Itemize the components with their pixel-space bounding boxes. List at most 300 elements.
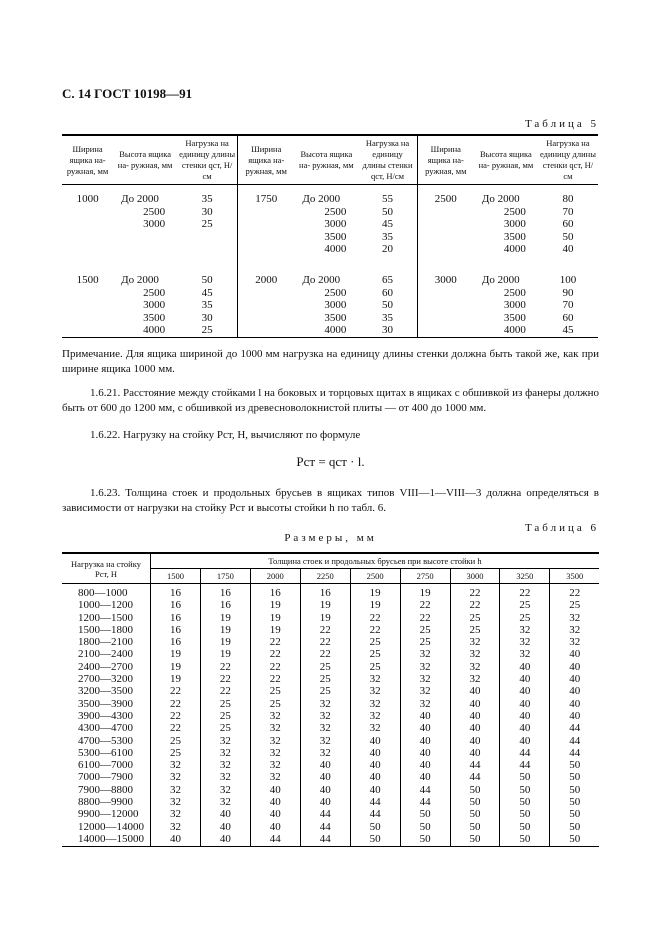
t6-thickness-cell: 32 — [300, 698, 350, 710]
t5-height-value: 2500 — [324, 286, 347, 299]
t5-height-value: До 2000 — [302, 273, 341, 286]
t6-thickness-cell: 22 — [200, 661, 250, 673]
t5-height-value: 3000 — [503, 218, 526, 231]
table-row — [62, 796, 599, 808]
t5-width-cell: 1500 — [62, 256, 113, 337]
t6-thickness-cell: 19 — [200, 624, 250, 636]
t6-thickness-cell: 19 — [200, 612, 250, 624]
t5-height-value: 3500 — [503, 311, 526, 324]
t6-thickness-cell: 32 — [450, 636, 500, 648]
t6-thickness-cell: 50 — [350, 833, 400, 847]
t6-thickness-cell: 32 — [300, 722, 350, 734]
t6-thickness-cell: 32 — [569, 611, 581, 624]
t6-thickness-cell: 16 — [300, 584, 350, 600]
t6-load-cell: 14000—15000 — [62, 833, 151, 847]
table6-subtitle: Размеры, мм — [284, 532, 377, 544]
t6-thickness-cell: 32 — [569, 623, 581, 636]
t6-load-cell: 2400—2700 — [62, 661, 151, 673]
t5-load-value: 90 — [562, 286, 574, 299]
t5-height-value: 3000 — [324, 218, 347, 231]
t6-thickness-cell: 32 — [300, 735, 350, 747]
table-row — [62, 747, 599, 759]
t6-thickness-cell: 40 — [400, 722, 450, 734]
t6-thickness-cell: 25 — [450, 612, 500, 624]
t6-thickness-cell: 40 — [400, 759, 450, 771]
t6-thickness-cell: 32 — [450, 673, 500, 685]
t6-thickness-cell: 50 — [569, 808, 581, 821]
table-row — [62, 821, 599, 833]
t6-thickness-cell: 40 — [250, 784, 300, 796]
table-row — [62, 584, 599, 600]
t6-load-cell: 1200—1500 — [62, 612, 151, 624]
t6-thickness-cell: 19 — [200, 636, 250, 648]
t5-height-value: 3500 — [324, 311, 347, 324]
page-header: С. 14 ГОСТ 10198—91 — [62, 86, 193, 101]
t6-load-cell: 3500—3900 — [62, 698, 151, 710]
t5-load-value: 45 — [562, 324, 574, 337]
t5-height-value: 3000 — [143, 299, 166, 312]
t6-thickness-cell: 25 — [300, 673, 350, 685]
t6-thickness-cell: 22 — [400, 612, 450, 624]
t6-thickness-cell: 44 — [250, 833, 300, 847]
table-row — [62, 784, 599, 796]
t6-thickness-cell: 50 — [569, 759, 581, 772]
t6-thickness-cell: 50 — [569, 771, 581, 784]
t6-thickness-cell: 40 — [569, 697, 581, 710]
t6-height-header: 2250 — [300, 569, 350, 584]
t5-load-value: 30 — [201, 311, 213, 324]
t6-thickness-cell: 44 — [300, 833, 350, 847]
t6-thickness-cell: 16 — [151, 624, 201, 636]
t6-head-load: Нагрузка на стойку Pст, Н — [62, 553, 151, 584]
t6-thickness-cell: 40 — [569, 673, 581, 686]
t6-thickness-cell: 40 — [350, 771, 400, 783]
t5-load-value: 100 — [559, 273, 577, 286]
t6-thickness-cell: 32 — [500, 624, 550, 636]
t6-thickness-cell: 19 — [300, 599, 350, 611]
t6-thickness-cell: 40 — [400, 735, 450, 747]
t6-thickness-cell: 40 — [569, 685, 581, 698]
t6-height-header: 3000 — [450, 569, 500, 584]
table-row — [62, 808, 599, 820]
table6-caption: Таблица 6 — [524, 522, 599, 534]
t6-thickness-cell: 50 — [450, 833, 500, 847]
t5-load-value: 55 — [382, 193, 393, 205]
t5-loads-cell — [358, 256, 417, 337]
t5-load-value: 50 — [201, 273, 213, 286]
t6-thickness-cell: 25 — [200, 722, 250, 734]
t5-load-value: 60 — [562, 311, 574, 324]
t6-thickness-cell: 22 — [151, 698, 201, 710]
t5-load-value: 25 — [201, 324, 213, 337]
t6-thickness-cell: 25 — [300, 685, 350, 697]
t5-width-cell: 2500 — [434, 193, 457, 205]
t6-thickness-cell: 19 — [300, 612, 350, 624]
t6-load-cell: 3900—4300 — [62, 710, 151, 722]
t6-load-cell: 7000—7900 — [62, 771, 151, 783]
t5-load-value: 60 — [562, 218, 574, 231]
t6-thickness-cell: 40 — [450, 722, 500, 734]
t6-thickness-cell: 25 — [569, 599, 581, 612]
t6-load-cell: 6100—7000 — [62, 759, 151, 771]
table-row — [62, 673, 599, 685]
t6-thickness-cell: 22 — [300, 636, 350, 648]
t6-thickness-cell: 22 — [400, 599, 450, 611]
t6-thickness-cell: 40 — [400, 710, 450, 722]
t6-thickness-cell: 32 — [200, 747, 250, 759]
table-row — [62, 698, 599, 710]
t6-thickness-cell: 40 — [350, 784, 400, 796]
t6-thickness-cell: 50 — [500, 796, 550, 808]
t6-thickness-cell: 19 — [350, 599, 400, 611]
t6-thickness-cell: 32 — [300, 710, 350, 722]
t6-thickness-cell: 22 — [250, 636, 300, 648]
t5-height-value: 2500 — [143, 205, 166, 218]
t6-thickness-cell: 40 — [250, 821, 300, 833]
table5-body — [62, 185, 598, 338]
t5-load-value: 30 — [382, 324, 393, 337]
t6-thickness-cell: 50 — [500, 833, 550, 847]
t6-thickness-cell: 32 — [151, 796, 201, 808]
t6-thickness-cell: 32 — [400, 698, 450, 710]
t6-thickness-cell: 50 — [569, 796, 581, 809]
t6-thickness-cell: 50 — [500, 821, 550, 833]
t5-height-value: До 2000 — [121, 193, 159, 205]
t5-height-value: 4000 — [503, 324, 526, 337]
t6-thickness-cell: 40 — [200, 821, 250, 833]
t6-thickness-cell: 16 — [151, 636, 201, 648]
t5-load-value: 50 — [382, 299, 393, 312]
t6-thickness-cell: 32 — [250, 759, 300, 771]
t6-thickness-cell: 22 — [500, 584, 550, 600]
t6-thickness-cell: 25 — [400, 624, 450, 636]
t6-thickness-cell: 22 — [450, 599, 500, 611]
t6-thickness-cell: 32 — [200, 796, 250, 808]
t5-height-value: До 2000 — [121, 273, 159, 286]
t6-thickness-cell: 22 — [350, 612, 400, 624]
t6-thickness-cell: 32 — [250, 771, 300, 783]
t6-thickness-cell: 40 — [569, 709, 581, 722]
table-row — [62, 661, 599, 673]
t6-thickness-cell: 32 — [151, 821, 201, 833]
t6-height-header: 1500 — [151, 569, 201, 584]
t6-thickness-cell: 25 — [350, 648, 400, 660]
t6-thickness-cell: 50 — [450, 784, 500, 796]
t5-height-value: 3000 — [503, 299, 526, 312]
t5-loads-cell — [538, 185, 598, 256]
t5-heights-cell — [474, 256, 538, 337]
t6-thickness-cell: 32 — [400, 648, 450, 660]
t5-head-height-3: Высота ящика на- ружная, мм — [474, 135, 538, 185]
t6-height-header: 3250 — [500, 569, 550, 584]
t6-thickness-cell: 22 — [200, 685, 250, 697]
t6-thickness-cell: 40 — [300, 784, 350, 796]
t5-head-width-2: Ширина ящика на- ружная, мм — [238, 135, 295, 185]
t6-thickness-cell: 50 — [450, 821, 500, 833]
t6-thickness-cell: 25 — [200, 710, 250, 722]
t6-thickness-cell: 40 — [200, 808, 250, 820]
t6-thickness-cell: 22 — [350, 624, 400, 636]
t6-thickness-cell: 50 — [450, 796, 500, 808]
table-6 — [62, 552, 599, 847]
t5-group-row — [62, 185, 598, 256]
t6-thickness-cell: 50 — [500, 808, 550, 820]
t6-thickness-cell: 40 — [350, 747, 400, 759]
t6-thickness-cell: 40 — [400, 771, 450, 783]
t6-load-cell: 1000—1200 — [62, 599, 151, 611]
t6-thickness-cell: 19 — [151, 673, 201, 685]
table-row — [62, 771, 599, 783]
t6-thickness-cell: 50 — [400, 808, 450, 820]
t6-thickness-cell: 40 — [450, 698, 500, 710]
t6-thickness-cell: 32 — [450, 648, 500, 660]
t5-width-cell: 1000 — [76, 193, 99, 205]
t5-load-value: 25 — [201, 218, 213, 231]
t6-thickness-cell: 40 — [350, 759, 400, 771]
t5-load-value: 50 — [382, 205, 393, 218]
t6-thickness-cell: 40 — [350, 735, 400, 747]
t6-head-span: Толщина стоек и продольных брусьев при высоте стойки h — [151, 553, 600, 569]
t6-thickness-cell: 40 — [200, 833, 250, 847]
t6-thickness-cell: 44 — [300, 821, 350, 833]
t6-thickness-cell: 22 — [250, 673, 300, 685]
t5-heights-cell — [113, 256, 177, 337]
t5-width-cell: 1750 — [255, 193, 278, 205]
t5-width-cell: 3000 — [417, 256, 474, 337]
t6-load-cell: 4700—5300 — [62, 735, 151, 747]
t5-load-value: 35 — [382, 230, 393, 243]
t6-thickness-cell: 50 — [500, 771, 550, 783]
t6-thickness-cell: 22 — [300, 624, 350, 636]
t6-load-cell: 3200—3500 — [62, 685, 151, 697]
t6-thickness-cell: 32 — [200, 784, 250, 796]
t6-thickness-cell: 32 — [250, 747, 300, 759]
t6-thickness-cell: 50 — [569, 820, 581, 833]
t6-thickness-cell: 19 — [250, 612, 300, 624]
t5-load-value: 70 — [562, 299, 574, 312]
t6-thickness-cell: 32 — [151, 784, 201, 796]
paragraph-1-6-23: 1.6.23. Толщина стоек и продольных брусьев в ящиках типов VIII—1—VIII—3 должна определяться в зависимости от нагрузки на стойку Pст и высоты стойки h по табл. 6. — [62, 487, 599, 514]
t5-height-value: 4000 — [324, 243, 347, 256]
t6-thickness-cell: 19 — [200, 648, 250, 660]
t6-thickness-cell: 40 — [569, 648, 581, 661]
t6-thickness-cell: 40 — [500, 661, 550, 673]
table5-note: Примечание. Для ящика шириной до 1000 мм нагрузка на единицу длины стенки должна быть такой же, как при ширине ящика 1000 мм. — [62, 348, 599, 375]
t5-heights-cell — [113, 185, 177, 256]
t6-thickness-cell: 19 — [151, 648, 201, 660]
t5-height-value: 3000 — [324, 299, 347, 312]
t6-thickness-cell: 16 — [151, 612, 201, 624]
t6-thickness-cell: 44 — [569, 722, 581, 735]
t6-load-cell: 2700—3200 — [62, 673, 151, 685]
t6-thickness-cell: 22 — [200, 673, 250, 685]
t6-thickness-cell: 32 — [500, 636, 550, 648]
t5-height-value: 3500 — [143, 311, 166, 324]
t6-thickness-cell: 50 — [569, 783, 581, 796]
t5-load-value: 35 — [201, 299, 213, 312]
t6-thickness-cell: 32 — [200, 735, 250, 747]
t6-thickness-cell: 25 — [151, 747, 201, 759]
t6-thickness-cell: 32 — [350, 673, 400, 685]
t6-thickness-cell: 32 — [500, 648, 550, 660]
t5-height-value: До 2000 — [481, 193, 520, 205]
table-row — [62, 636, 599, 648]
t5-height-value: 3500 — [503, 230, 526, 243]
t5-load-value: 35 — [201, 193, 213, 205]
table-row — [62, 735, 599, 747]
t6-thickness-cell: 16 — [250, 584, 300, 600]
t5-load-value: 40 — [562, 243, 574, 256]
t6-thickness-cell: 16 — [151, 584, 201, 600]
t6-thickness-cell: 40 — [500, 698, 550, 710]
t6-thickness-cell: 22 — [300, 648, 350, 660]
t6-thickness-cell: 32 — [350, 710, 400, 722]
t6-thickness-cell: 16 — [151, 599, 201, 611]
t6-load-cell: 7900—8800 — [62, 784, 151, 796]
t6-thickness-cell: 32 — [250, 710, 300, 722]
t6-thickness-cell: 40 — [450, 685, 500, 697]
table-row — [62, 624, 599, 636]
t6-thickness-cell: 32 — [400, 673, 450, 685]
t5-height-value: 4000 — [503, 243, 526, 256]
t6-height-header: 2750 — [400, 569, 450, 584]
t6-thickness-cell: 25 — [450, 624, 500, 636]
t6-thickness-cell: 44 — [500, 759, 550, 771]
t5-head-load-1: Нагрузка на единицу длины стенки qст, Н/см — [177, 135, 238, 185]
t5-height-value: 3000 — [143, 218, 166, 231]
t6-height-header: 1750 — [200, 569, 250, 584]
t6-thickness-cell: 22 — [569, 587, 581, 599]
t6-thickness-cell: 50 — [400, 821, 450, 833]
t6-height-header: 2000 — [250, 569, 300, 584]
t6-thickness-cell: 40 — [450, 735, 500, 747]
table-row — [62, 833, 599, 847]
t6-thickness-cell: 32 — [151, 808, 201, 820]
t6-thickness-cell: 44 — [300, 808, 350, 820]
t5-height-value: 2500 — [503, 205, 526, 218]
t6-thickness-cell: 32 — [300, 747, 350, 759]
table-row — [62, 612, 599, 624]
t6-thickness-cell: 32 — [400, 661, 450, 673]
t6-thickness-cell: 25 — [300, 661, 350, 673]
t6-thickness-cell: 40 — [300, 771, 350, 783]
t6-thickness-cell: 50 — [450, 808, 500, 820]
t6-load-cell: 2100—2400 — [62, 648, 151, 660]
t5-height-value: 2500 — [143, 286, 166, 299]
t5-heights-cell — [294, 185, 358, 256]
t6-thickness-cell: 25 — [350, 661, 400, 673]
t6-thickness-cell: 32 — [350, 698, 400, 710]
t6-thickness-cell: 25 — [500, 612, 550, 624]
t6-load-cell: 1800—2100 — [62, 636, 151, 648]
t5-loads-cell — [177, 256, 238, 337]
t5-height-value: 4000 — [143, 324, 166, 337]
t5-height-value: До 2000 — [302, 193, 341, 205]
t5-load-value: 35 — [382, 311, 393, 324]
t5-load-value: 45 — [382, 218, 393, 231]
t5-head-load-2: Нагрузка на единицу длины стенки qст, Н/см — [358, 135, 417, 185]
paragraph-1-6-22: 1.6.22. Нагрузку на стойку Pст, Н, вычисляют по формуле — [90, 429, 361, 441]
t6-load-cell: 800—1000 — [62, 584, 151, 600]
t6-thickness-cell: 40 — [500, 685, 550, 697]
t5-height-value: 2500 — [324, 205, 347, 218]
table-row — [62, 685, 599, 697]
t6-thickness-cell: 44 — [350, 808, 400, 820]
t6-thickness-cell: 25 — [250, 685, 300, 697]
t6-thickness-cell: 25 — [200, 698, 250, 710]
t6-thickness-cell: 22 — [250, 661, 300, 673]
t5-load-value: 50 — [562, 230, 574, 243]
t5-head-width-1: Ширина ящика на- ружная, мм — [62, 135, 113, 185]
t5-height-value: До 2000 — [481, 273, 520, 286]
t6-height-header: 3500 — [550, 569, 599, 584]
t6-thickness-cell: 40 — [250, 796, 300, 808]
t6-thickness-cell: 44 — [500, 747, 550, 759]
t6-height-header: 2500 — [350, 569, 400, 584]
t6-thickness-cell: 32 — [450, 661, 500, 673]
table-row — [62, 710, 599, 722]
t5-load-value: 45 — [201, 286, 213, 299]
t6-thickness-cell: 40 — [500, 710, 550, 722]
t5-head-width-3: Ширина ящика на- ружная, мм — [417, 135, 474, 185]
t6-load-cell: 1500—1800 — [62, 624, 151, 636]
t6-thickness-cell: 19 — [151, 661, 201, 673]
t6-thickness-cell: 44 — [450, 771, 500, 783]
t5-loads-cell — [177, 185, 238, 256]
t6-thickness-cell: 40 — [300, 796, 350, 808]
t5-loads-cell — [538, 256, 598, 337]
t6-load-cell: 8800—9900 — [62, 796, 151, 808]
table-row — [62, 759, 599, 771]
t6-thickness-cell: 22 — [450, 584, 500, 600]
t5-load-value: 60 — [382, 286, 393, 299]
t6-thickness-cell: 32 — [151, 759, 201, 771]
t5-load-value: 30 — [201, 205, 213, 218]
t6-thickness-cell: 25 — [350, 636, 400, 648]
t6-thickness-cell: 44 — [569, 734, 581, 747]
t6-thickness-cell: 50 — [350, 821, 400, 833]
t6-thickness-cell: 16 — [200, 584, 250, 600]
t6-thickness-cell: 32 — [200, 759, 250, 771]
t6-thickness-cell: 40 — [569, 660, 581, 673]
t6-thickness-cell: 25 — [250, 698, 300, 710]
t5-loads-cell — [358, 185, 417, 256]
t6-thickness-cell: 32 — [569, 636, 581, 649]
t6-thickness-cell: 40 — [450, 710, 500, 722]
t6-thickness-cell: 22 — [250, 648, 300, 660]
t6-thickness-cell: 25 — [151, 735, 201, 747]
t6-thickness-cell: 44 — [569, 746, 581, 759]
t6-load-cell: 12000—14000 — [62, 821, 151, 833]
t6-thickness-cell: 50 — [500, 784, 550, 796]
paragraph-1-6-21: 1.6.21. Расстояние между стойками l на боковых и торцовых щитах в ящиках с обшивкой из фанеры должно быть от 600 до 1200 мм, с обшивкой из древесноволокнистой плиты — от 400 до 1000 мм. — [62, 387, 599, 414]
t5-height-value: 2500 — [503, 286, 526, 299]
t6-thickness-cell: 32 — [200, 771, 250, 783]
t6-thickness-cell: 44 — [450, 759, 500, 771]
t5-load-value: 20 — [382, 243, 393, 256]
t6-thickness-cell: 32 — [250, 722, 300, 734]
t6-thickness-cell: 19 — [250, 599, 300, 611]
t6-thickness-cell: 25 — [500, 599, 550, 611]
t6-thickness-cell: 40 — [450, 747, 500, 759]
table-row — [62, 648, 599, 660]
t6-thickness-cell: 32 — [350, 722, 400, 734]
t5-head-height-2: Высота ящика на- ружная, мм — [294, 135, 358, 185]
table5-caption: Таблица 5 — [524, 118, 599, 130]
t5-width-cell: 2000 — [238, 256, 295, 337]
t6-load-cell: 9900—12000 — [62, 808, 151, 820]
t6-thickness-cell: 44 — [400, 784, 450, 796]
